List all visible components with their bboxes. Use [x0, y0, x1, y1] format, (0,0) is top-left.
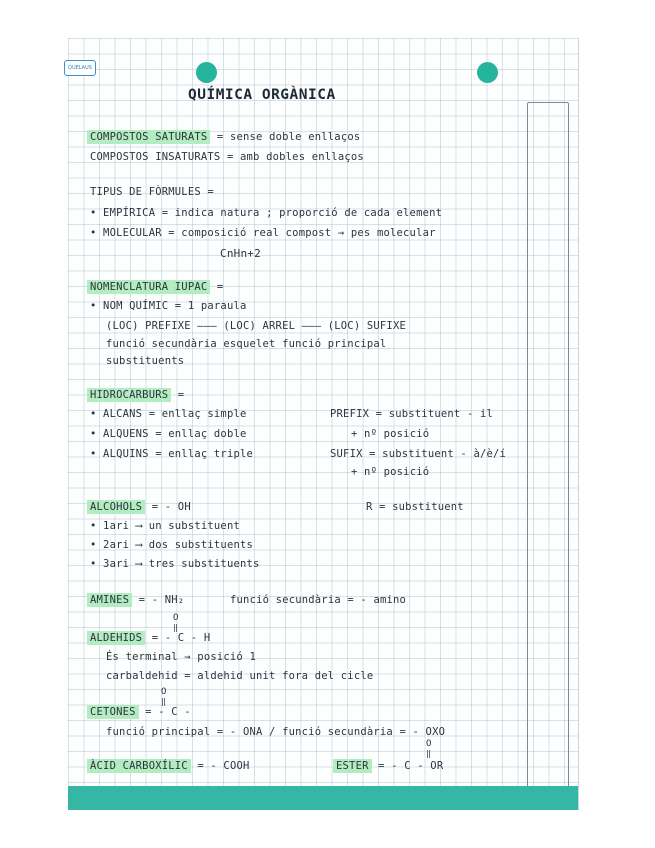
- alcohol-terciari: • 3ari ⟶ tres substituents: [90, 558, 260, 570]
- alquins: • ALQUINS = enllaç triple: [90, 448, 254, 460]
- acid-carboxilic: ÀCID CARBOXÍLIC = - COOH: [90, 760, 250, 772]
- page-title: QUÍMICA ORGÀNICA: [188, 87, 336, 103]
- nomenclatura-heading: NOMENCLATURA IUPAC =: [90, 281, 223, 293]
- amines-heading: AMINES = - NH₂: [90, 594, 184, 606]
- alcohol-primari: • 1ari ⟶ un substituent: [90, 520, 240, 532]
- cetona-oxygen: O: [161, 687, 167, 697]
- nom-desc1: funció secundària esquelet funció principal: [106, 338, 387, 350]
- aldehid-carbaldehid: carbaldehid = aldehid unit fora del cicle: [106, 670, 374, 682]
- prefix-rule: PREFIX = substituent - il: [330, 408, 494, 420]
- highlight-hidrocarburs: HIDROCARBURS: [87, 388, 171, 402]
- highlight-acid: ÀCID CARBOXÍLIC: [87, 759, 191, 773]
- alcohols-r-note: R = substituent: [366, 501, 464, 513]
- aldehid-terminal: És terminal → posició 1: [106, 651, 256, 663]
- ester-double-bond: ‖: [426, 749, 432, 758]
- formula-empirica: • EMPÍRICA = indica natura ; proporció de cada element: [90, 207, 443, 219]
- ester-oxygen: O: [426, 739, 432, 749]
- page-footer-band: [68, 786, 578, 810]
- binder-hole-left: [196, 62, 217, 83]
- sufix-posicio: + nº posició: [351, 466, 430, 478]
- alcohol-secundari: • 2ari ⟶ dos substituents: [90, 539, 254, 551]
- margin-box: [527, 102, 569, 788]
- highlight-nomenclatura: NOMENCLATURA IUPAC: [87, 280, 210, 294]
- prefix-posicio: + nº posició: [351, 428, 430, 440]
- binder-hole-right: [477, 62, 498, 83]
- formula-molecular: • MOLECULAR = composició real compost → pes molecular: [90, 227, 436, 239]
- compostos-saturats: COMPOSTOS SATURATS = sense doble enllaços: [90, 131, 360, 143]
- sufix-rule: SUFIX = substituent - à/è/í: [330, 448, 507, 460]
- hidrocarburs-heading: HIDROCARBURS =: [90, 389, 184, 401]
- highlight-alcohols: ALCOHOLS: [87, 500, 145, 514]
- cetones-heading: CETONES = - C -: [90, 706, 191, 718]
- highlight-aldehids: ALDEHIDS: [87, 631, 145, 645]
- highlight-compostos-saturats: COMPOSTOS SATURATS: [87, 130, 210, 144]
- highlight-ester: ESTER: [333, 759, 372, 773]
- compostos-insaturats: COMPOSTOS INSATURATS = amb dobles enllaços: [90, 151, 364, 163]
- ester: ESTER = - C - OR: [336, 760, 443, 772]
- amines-note: funció secundària = - amino: [230, 594, 407, 606]
- brand-sticker: QUELAUS: [64, 60, 96, 76]
- cetona-double-bond: ‖: [161, 697, 167, 706]
- nom-quimic: • NOM QUÍMIC = 1 paraula: [90, 300, 247, 312]
- nom-desc2: substituents: [106, 355, 185, 367]
- notebook-page: [68, 38, 579, 810]
- nom-parts: (LOC) PREFIXE ——— (LOC) ARREL ——— (LOC) SUFIXE: [106, 320, 406, 332]
- formules-heading: TIPUS DE FÒRMULES =: [90, 186, 214, 198]
- formula-general: CnHn+2: [220, 247, 261, 260]
- aldehid-double-bond: ‖: [173, 623, 179, 632]
- highlight-cetones: CETONES: [87, 705, 139, 719]
- cetona-funcio: funció principal = - ONA / funció secundària = - OXO: [106, 726, 446, 738]
- alcans: • ALCANS = enllaç simple: [90, 408, 247, 420]
- alcohols-heading: ALCOHOLS = - OH: [90, 501, 191, 513]
- aldehids-heading: ALDEHIDS = - C - H: [90, 632, 210, 644]
- highlight-amines: AMINES: [87, 593, 132, 607]
- aldehid-oxygen: O: [173, 613, 179, 623]
- alquens: • ALQUENS = enllaç doble: [90, 428, 247, 440]
